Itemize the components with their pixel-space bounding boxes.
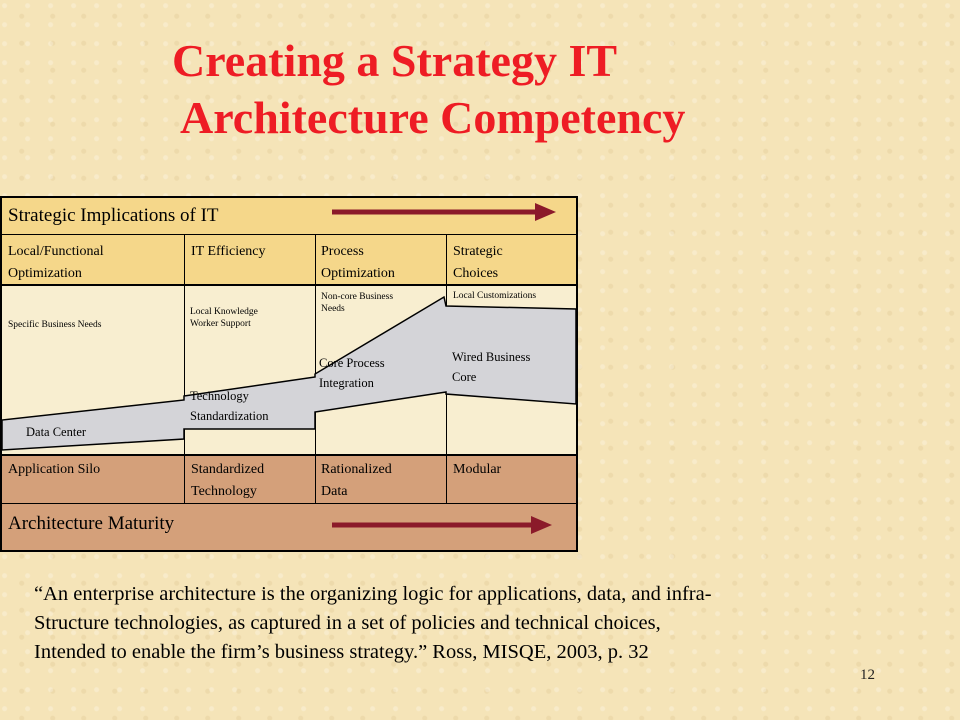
implication-cell: Local/Functional Optimization [8, 244, 104, 281]
maturity-cell: Modular [453, 462, 502, 477]
implication-cell: Process Optimization [321, 244, 395, 281]
slide-title-line-2: Architecture Competency [180, 92, 686, 143]
architecture-maturity-diagram [0, 196, 578, 552]
stage-label: Technology Standardization [190, 389, 269, 423]
quote-line: “An enterprise architecture is the organizing logic for applications, data, and infra- [34, 583, 712, 605]
implication-cell: IT Efficiency [191, 244, 266, 259]
business-need-label: Local Customizations [453, 291, 537, 301]
business-need-label: Specific Business Needs [8, 320, 102, 330]
maturity-cell: Standardized Technology [191, 462, 265, 499]
slide-title-line-1: Creating a Strategy IT [172, 35, 618, 86]
header-arrow [332, 203, 556, 221]
page-number: 12 [860, 667, 875, 683]
footer-arrow [332, 516, 552, 534]
strategic-implications-label: Strategic Implications of IT [8, 205, 219, 226]
maturity-cell: Rationalized Data [321, 462, 392, 499]
architecture-maturity-label: Architecture Maturity [8, 513, 175, 534]
quote-line: Structure technologies, as captured in a set of policies and technical choices, [34, 612, 661, 634]
stage-label: Data Center [26, 425, 87, 439]
implication-cell: Strategic Choices [453, 244, 503, 281]
business-need-label: Non-core Business Needs [321, 292, 394, 314]
maturity-cell: Application Silo [8, 462, 101, 477]
quote-line: Intended to enable the firm’s business strategy.” Ross, MISQE, 2003, p. 32 [34, 641, 649, 663]
enterprise-architecture-quote [34, 580, 934, 667]
stage-label: Wired Business Core [452, 350, 531, 384]
stage-label: Core Process Integration [319, 356, 385, 390]
business-need-label: Local Knowledge Worker Support [190, 307, 258, 329]
